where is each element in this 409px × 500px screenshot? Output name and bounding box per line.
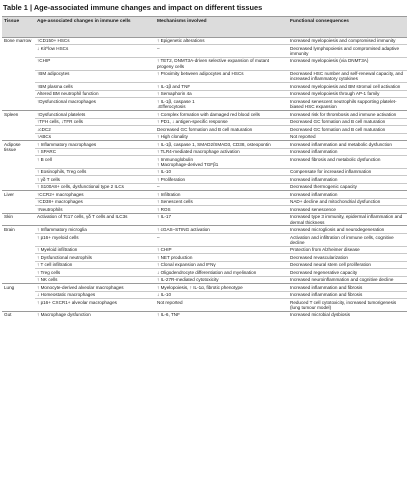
header-row — [2, 17, 407, 37]
change-cell: ↑CCR2+ macrophages — [35, 191, 155, 198]
table-caption: Age-associated immune changes and impact on different tissues — [33, 3, 263, 12]
tissue-cell: Skin — [2, 213, 35, 226]
change-cell: ↑ Dysfunctional neutrophils — [35, 254, 155, 261]
mechanism-cell: ↑ Myelopoiesis, ↑ IL-1α, fibrotic phenotype — [155, 284, 288, 291]
mechanism-cell: Not reported — [155, 299, 288, 312]
table-row — [2, 198, 407, 205]
mechanism-cell: – — [155, 233, 288, 246]
consequence-cell: Increased microgliosis and neurodegeneration — [288, 226, 407, 233]
change-cell: ↑ p16+ myeloid cells — [35, 233, 155, 246]
consequence-cell: Reduced T cell cytotoxicity, increased tumorigenesis (lung tumour model) — [288, 299, 407, 312]
table-row — [2, 246, 407, 253]
mechanism-cell: ↑ TLR4-mediated macrophage activation — [155, 148, 288, 155]
consequence-cell: Increased inflammation and fibrosis — [288, 291, 407, 298]
mechanism-cell: ↑ IL-10 — [155, 168, 288, 175]
mechanism-cell: ↑ ROS — [155, 206, 288, 213]
change-cell: ↑Dysfunctional platelets — [35, 111, 155, 118]
mechanism-cell: ↑ TET2, DNMT3A-driven selective expansion of mutant progeny cells — [155, 57, 288, 70]
change-cell: ↑ B cell — [35, 155, 155, 168]
tissue-cell: Brain — [2, 226, 35, 284]
table-row — [2, 206, 407, 213]
consequence-cell: Not reported — [288, 133, 407, 140]
change-cell: ↑ Myeloid infiltration — [35, 246, 155, 253]
table-row — [2, 118, 407, 125]
mechanism-cell: ↑ IL-17 — [155, 213, 288, 226]
table-row — [2, 291, 407, 298]
consequence-cell: Increased myelopoiesis and compromised immunity — [288, 37, 407, 44]
table-row — [2, 213, 407, 226]
change-cell: ↓ Kit^low HSCs — [35, 44, 155, 57]
consequence-cell: Increased senescent neutrophils supporting platelet-biased HSC expansion — [288, 98, 407, 111]
change-cell: ↑ S100A8+ cells, dysfunctional type 2 ILCs — [35, 183, 155, 190]
change-cell: ↑ Treg cells — [35, 269, 155, 276]
consequence-cell: Decreased thermogenic capacity — [288, 183, 407, 190]
table-row — [2, 57, 407, 70]
consequence-cell: Increased inflammation and fibrosis — [288, 284, 407, 291]
change-cell: ↑ Eosinophils, Treg cells — [35, 168, 155, 175]
change-cell: ↑Dysfunctional macrophages — [35, 98, 155, 111]
consequence-cell: Protection from Alzheimer disease — [288, 246, 407, 253]
mechanism-cell: ↑ Infiltration — [155, 191, 288, 198]
consequence-cell: Decreased lymphopoiesis and compromised adaptive immunity — [288, 44, 407, 57]
header-consequences: Functional consequences — [288, 17, 407, 37]
consequence-cell: Increased type 3 immunity, epidermal inflammation and dermal thickness — [288, 213, 407, 226]
mechanism-cell: ↑ IL-1β, caspase 1 ↓Efferocytosis — [155, 98, 288, 111]
mechanism-cell: ↓ IL-10 — [155, 291, 288, 298]
table-row — [2, 141, 407, 148]
mechanism-cell: ↑ Complex formation with damaged red blood cells — [155, 111, 288, 118]
consequence-cell: Increased neuroinflammation and cognitive decline — [288, 276, 407, 283]
consequence-cell: Increased myelopoiesis through AP-1 family — [288, 90, 407, 97]
table-row — [2, 37, 407, 44]
mechanism-cell: ↑ NET production — [155, 254, 288, 261]
change-cell: ↑BM plasma cells — [35, 83, 155, 90]
tissue-cell: Lung — [2, 284, 35, 312]
change-cell: ↑BM adipocytes — [35, 70, 155, 83]
change-cell: ↑Neutrophils — [35, 206, 155, 213]
tissue-cell: Adipose tissue — [2, 141, 35, 191]
mechanism-cell: ↑ CHIP — [155, 246, 288, 253]
table-row — [2, 155, 407, 168]
consequence-cell: Increased inflammation — [288, 176, 407, 183]
header-mechanisms: Mechanisms involved — [155, 17, 288, 37]
mechanism-cell: ↓ Oligodendrocyte differentiation and myelination — [155, 269, 288, 276]
change-cell: ↑ Inflammatory macrophages — [35, 141, 155, 148]
consequence-cell: Increased fibrosis and metabolic dysfunction — [288, 155, 407, 168]
mechanism-cell: ↑ Senescent cells — [155, 198, 288, 205]
change-cell: ↑ SPARC — [35, 148, 155, 155]
tissue-cell: Liver — [2, 191, 35, 213]
change-cell: ↓ Homeostatic macrophages — [35, 291, 155, 298]
table-row — [2, 311, 407, 318]
mechanism-cell: ↑ Proximity between adipocytes and HSCs — [155, 70, 288, 83]
table-row — [2, 176, 407, 183]
tissue-cell: Bone marrow — [2, 37, 35, 111]
consequence-cell: Increased myelopoiesis and BM stromal cell activation — [288, 83, 407, 90]
table-body — [2, 37, 407, 318]
consequence-cell: Compensate for increased inflammation — [288, 168, 407, 175]
header-changes: Age-associated changes in immune cells — [35, 17, 155, 37]
change-cell: Activation of Tc17 cells, γδ T cells and ILC3s — [35, 213, 155, 226]
tissue-cell: Spleen — [2, 111, 35, 141]
change-cell: ↑TFH cells, ↓TFR cells — [35, 118, 155, 125]
consequence-cell: Increased inflammation — [288, 191, 407, 198]
table-row — [2, 254, 407, 261]
table-row — [2, 70, 407, 83]
change-cell: Altered BM neutrophil function — [35, 90, 155, 97]
consequence-cell: NAD+ decline and mitochondrial dysfunction — [288, 198, 407, 205]
consequence-cell: Decreased GC formation and B cell maturation — [288, 126, 407, 133]
change-cell: ↑CD150+ HSCs — [35, 37, 155, 44]
change-cell: ↑CD38+ macrophages — [35, 198, 155, 205]
change-cell: ↑ Inflammatory microglia — [35, 226, 155, 233]
mechanism-cell: ↑ PD1, ↓ antigen-specific response — [155, 118, 288, 125]
mechanism-cell: ↑ IL-27R-mediated cytotoxicity — [155, 276, 288, 283]
consequence-cell: Increased senescence — [288, 206, 407, 213]
consequence-cell: Increased inflammation and metabolic dysfunction — [288, 141, 407, 148]
change-cell: ↑ p16+ CXCR1+ alveolar macrophages — [35, 299, 155, 312]
table-row — [2, 44, 407, 57]
table-row — [2, 111, 407, 118]
table-title — [2, 0, 407, 17]
table-row — [2, 126, 407, 133]
table-row — [2, 191, 407, 198]
mechanism-cell: ↑ IL-6, TNF — [155, 311, 288, 318]
change-cell: ↑CHIP — [35, 57, 155, 70]
table-row — [2, 83, 407, 90]
change-cell: ↑ABCs — [35, 133, 155, 140]
consequence-cell: Increased inflammation — [288, 148, 407, 155]
mechanism-cell: ↑ Clonal expansion and IFNγ — [155, 261, 288, 268]
consequence-cell: Decreased HSC number and self-renewal capacity, and increased inflammatory cytokines — [288, 70, 407, 83]
change-cell: ↑ T cell infiltration — [35, 261, 155, 268]
table-row — [2, 90, 407, 97]
consequence-cell: Decreased revascularization — [288, 254, 407, 261]
mechanism-cell: ↑ Epigenetic alterations — [155, 37, 288, 44]
mechanism-cell: ↑ High clonality — [155, 133, 288, 140]
consequence-cell: Increased myelopoiesis (via DNMT3A) — [288, 57, 407, 70]
table-row — [2, 98, 407, 111]
mechanism-cell: – — [155, 44, 288, 57]
consequence-cell: Increased microbial dysbiosis — [288, 311, 407, 318]
table-row — [2, 148, 407, 155]
mechanism-cell: ↑ Immunoglobulin ↑ Macrophage-derived TGFβ1 — [155, 155, 288, 168]
change-cell: ↑ Macrophage dysfunction — [35, 311, 155, 318]
consequence-cell: Decreased regenerative capacity — [288, 269, 407, 276]
mechanism-cell: Decreased GC formation and B cell maturation — [155, 126, 288, 133]
change-cell: ↑ NK cells — [35, 276, 155, 283]
mechanism-cell: ↑ Semaphorin 4a — [155, 90, 288, 97]
mechanism-cell: – — [155, 183, 288, 190]
table-row — [2, 183, 407, 190]
consequence-cell: Increased risk for thrombosis and immune activation — [288, 111, 407, 118]
change-cell: ↓cDC2 — [35, 126, 155, 133]
mechanism-cell: ↑ cGAS–STING activation — [155, 226, 288, 233]
mechanism-cell: ↑ IL-1β, caspase 1, SMAD2/SMAD3, CD38, osteopontin — [155, 141, 288, 148]
table-row — [2, 226, 407, 233]
header-tissue: Tissue — [2, 17, 35, 37]
table-row — [2, 261, 407, 268]
consequence-cell: Decreased GC formation and B cell maturation — [288, 118, 407, 125]
immune-changes-table — [2, 17, 407, 318]
table-row — [2, 168, 407, 175]
table-number: Table 1 | — [3, 3, 33, 12]
consequence-cell: Decreased neural stem cell proliferation — [288, 261, 407, 268]
table-row — [2, 284, 407, 291]
mechanism-cell: ↑ IL-1β and TNF — [155, 83, 288, 90]
consequence-cell: Activation and infiltration of immune cells, cognitive decline — [288, 233, 407, 246]
table-row — [2, 269, 407, 276]
table-row — [2, 133, 407, 140]
tissue-cell: Gut — [2, 311, 35, 318]
change-cell: ↑ γδ T cells — [35, 176, 155, 183]
mechanism-cell: ↑ Proliferation — [155, 176, 288, 183]
table-row — [2, 276, 407, 283]
table-row — [2, 233, 407, 246]
table-row — [2, 299, 407, 312]
change-cell: ↑ Monocyte-derived alveolar macrophages — [35, 284, 155, 291]
